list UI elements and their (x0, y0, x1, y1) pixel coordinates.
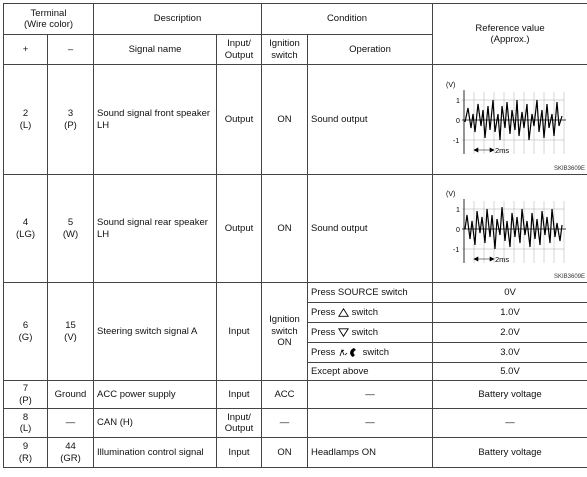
table-row (4, 438, 587, 468)
terminal-minus: 15 (V) (48, 283, 94, 381)
table-row (4, 381, 587, 409)
wave-tick-bot: -1 (453, 138, 459, 145)
operation (308, 363, 433, 381)
terminal-plus: 8 (L) (4, 409, 48, 438)
reference-value: 5.0V (433, 363, 587, 381)
input-output: Output (217, 175, 262, 283)
terminal-minus: Ground (48, 381, 94, 409)
operation-text: Except above (311, 366, 369, 377)
wave-time: 2ms (495, 255, 509, 264)
operation (308, 323, 433, 343)
ignition-switch: ON (262, 175, 308, 283)
triangle-down-icon (338, 328, 349, 337)
wave-tick-top: 1 (456, 207, 460, 214)
operation-text: Press (311, 327, 335, 338)
wave-time: 2ms (495, 146, 509, 155)
triangle-up-icon (338, 308, 349, 317)
reference-value: Battery voltage (433, 381, 587, 409)
ignition-switch: — (262, 409, 308, 438)
operation (308, 343, 433, 363)
wave-unit: (V) (446, 82, 455, 89)
operation-text: Press SOURCE switch (311, 287, 408, 298)
waveform-graph (438, 179, 583, 279)
terminal-table (3, 3, 587, 468)
terminal-minus: 5 (W) (48, 175, 94, 283)
table-row (4, 409, 587, 438)
terminal-minus: — (48, 409, 94, 438)
ignition-switch: Ignition switch ON (262, 283, 308, 381)
header-input-output: Input/ Output (217, 35, 262, 65)
header-plus: + (4, 35, 48, 65)
ignition-switch: ON (262, 438, 308, 468)
terminal-minus: 44 (GR) (48, 438, 94, 468)
wave-tick-top: 1 (456, 98, 460, 105)
terminal-plus: 2 (L) (4, 65, 48, 175)
operation-text: Press (311, 307, 335, 318)
operation-text: switch (352, 307, 378, 318)
operation (308, 283, 433, 303)
operation: — (308, 409, 433, 438)
wave-tick-mid: 0 (456, 227, 460, 234)
terminal-plus: 9 (R) (4, 438, 48, 468)
ignition-switch: ACC (262, 381, 308, 409)
header-reference: Reference value (Approx.) (433, 4, 587, 65)
terminal-plus: 6 (G) (4, 283, 48, 381)
signal-name: Steering switch signal A (94, 283, 217, 381)
input-output: Output (217, 65, 262, 175)
header-operation: Operation (308, 35, 433, 65)
terminal-plus: 7 (P) (4, 381, 48, 409)
operation: — (308, 381, 433, 409)
figure-code: SKIB3609E (554, 274, 585, 281)
operation (308, 303, 433, 323)
header-condition: Condition (262, 4, 433, 35)
input-output: Input (217, 438, 262, 468)
table-row (4, 65, 587, 175)
wave-unit: (V) (446, 191, 455, 198)
wave-tick-mid: 0 (456, 118, 460, 125)
reference-value: — (433, 409, 587, 438)
operation: Sound output (308, 175, 433, 283)
header-description: Description (94, 4, 262, 35)
signal-name: ACC power supply (94, 381, 217, 409)
waveform-graph (438, 70, 583, 170)
figure-code: SKIB3609E (554, 166, 585, 173)
input-output: Input (217, 381, 262, 409)
operation-text: Press (311, 347, 335, 358)
reference-value: 1.0V (433, 303, 587, 323)
signal-name: Sound signal front speaker LH (94, 65, 217, 175)
reference-waveform (433, 65, 587, 175)
table-row (4, 175, 587, 283)
terminal-minus: 3 (P) (48, 65, 94, 175)
signal-name: CAN (H) (94, 409, 217, 438)
header-minus: – (48, 35, 94, 65)
mute-phone-icon (338, 347, 360, 358)
signal-name: Illumination control signal (94, 438, 217, 468)
operation-text: switch (352, 327, 378, 338)
reference-waveform (433, 175, 587, 283)
ignition-switch: ON (262, 65, 308, 175)
input-output: Input (217, 283, 262, 381)
table-row (4, 283, 587, 303)
header-ignition-switch: Ignition switch (262, 35, 308, 65)
operation: Headlamps ON (308, 438, 433, 468)
operation: Sound output (308, 65, 433, 175)
reference-value: Battery voltage (433, 438, 587, 468)
operation-text: switch (363, 347, 389, 358)
reference-value: 2.0V (433, 323, 587, 343)
reference-value: 0V (433, 283, 587, 303)
header-signal-name: Signal name (94, 35, 217, 65)
signal-name: Sound signal rear speaker LH (94, 175, 217, 283)
terminal-plus: 4 (LG) (4, 175, 48, 283)
input-output: Input/ Output (217, 409, 262, 438)
reference-value: 3.0V (433, 343, 587, 363)
wave-tick-bot: -1 (453, 247, 459, 254)
header-terminal: Terminal (Wire color) (4, 4, 94, 35)
